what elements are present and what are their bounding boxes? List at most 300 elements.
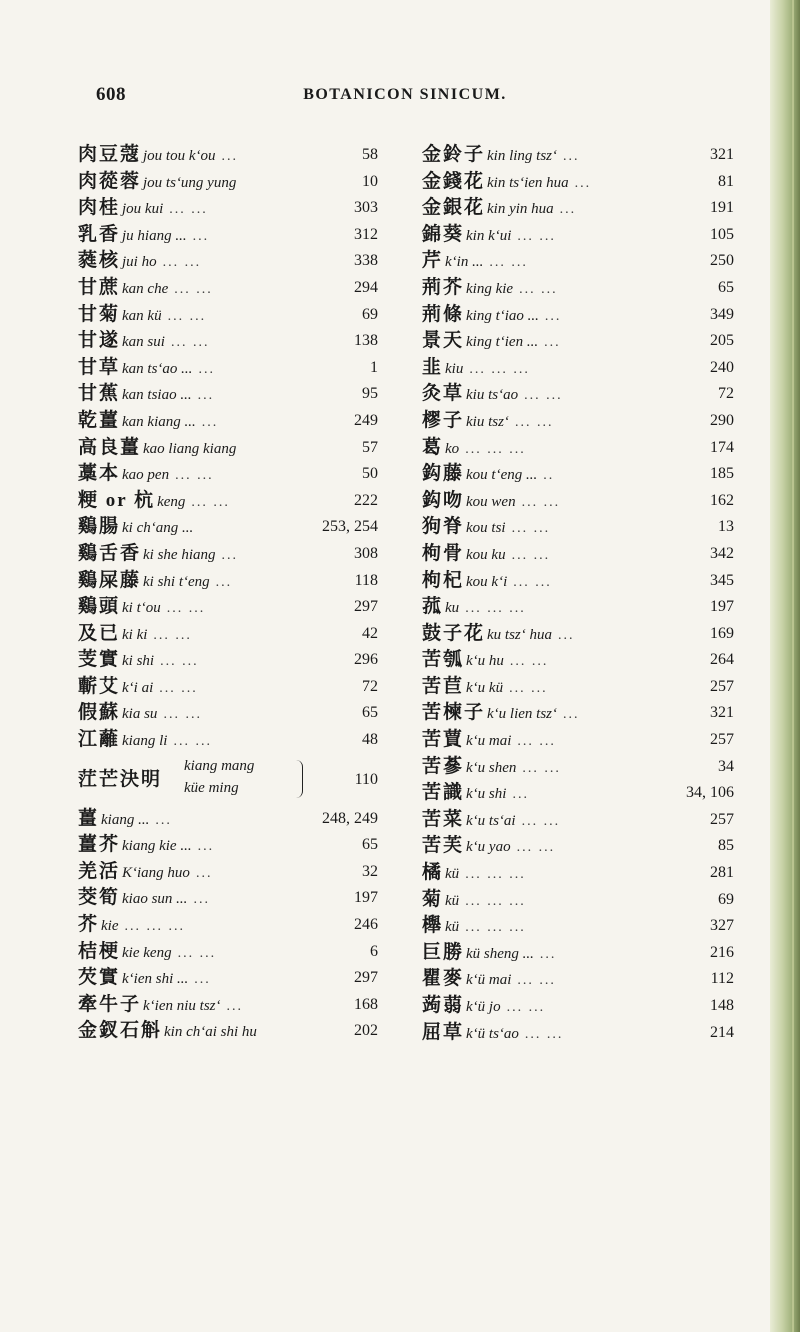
index-entry: [422, 248, 734, 275]
entry-characters: 芡實: [78, 967, 121, 989]
entry-characters: 錦葵: [422, 223, 465, 245]
entry-romanization: küe ming: [184, 779, 239, 796]
index-entry: [422, 302, 734, 329]
entry-romanization: kao liang kiang: [143, 440, 237, 457]
entry-romanization: keng: [157, 493, 186, 510]
entry-romanization: ko: [445, 440, 460, 457]
index-entry: [422, 169, 734, 196]
index-entry: [78, 408, 378, 435]
index-entry: [422, 887, 734, 914]
entry-characters: 羌活: [78, 860, 121, 882]
entry-page-ref: 250: [710, 252, 734, 270]
entry-page-ref: 110: [354, 770, 378, 788]
entry-characters: 苦蕒: [422, 729, 465, 751]
entry-romanization: kan tsiao ...: [122, 387, 192, 404]
leader-dots: ... ...: [177, 945, 217, 961]
entry-characters: 鈎藤: [422, 463, 465, 485]
page-header: [0, 84, 770, 110]
entry-romanization: kao pen: [122, 467, 170, 484]
index-entry: [78, 222, 378, 249]
entry-page-ref: 214: [710, 1023, 734, 1041]
page-edge-binding: [770, 0, 800, 1332]
leader-dots: ...: [559, 202, 577, 218]
entry-characters: 鈎吻: [422, 489, 465, 511]
entry-characters: 甘蕉: [78, 383, 121, 405]
entry-romanization: kan sui: [122, 334, 165, 351]
index-entry: [422, 488, 734, 515]
index-entry: [78, 488, 378, 515]
entry-page-ref: 321: [710, 704, 734, 722]
index-entry: [422, 727, 734, 754]
entry-romanization: king t‘iao ...: [466, 307, 539, 324]
entry-romanization: ki she hiang: [143, 546, 216, 563]
leader-dots: ... ...: [524, 1026, 564, 1042]
entry-characters: 藁本: [78, 463, 121, 485]
entry-page-ref: 202: [354, 1022, 378, 1040]
index-entry: [422, 993, 734, 1020]
entry-characters: 鷄舌香: [78, 542, 142, 564]
entry-characters: 苦識: [422, 782, 465, 804]
entry-page-ref: 42: [362, 624, 378, 642]
entry-romanization: kü: [445, 892, 460, 909]
entry-characters: 菊: [422, 888, 444, 910]
index-entry: [422, 568, 734, 595]
leader-dots: ... ... ...: [124, 919, 185, 935]
leader-dots: ...: [195, 865, 213, 881]
entry-page-ref: 327: [710, 917, 734, 935]
entry-page-ref: 6: [370, 942, 378, 960]
leader-dots: ... ...: [517, 973, 556, 989]
entry-romanization: kou k‘i: [466, 573, 508, 590]
index-entry: [422, 222, 734, 249]
entry-characters: 江蘺: [78, 729, 121, 751]
entry-page-ref: 57: [362, 438, 378, 456]
index-entry: [78, 912, 378, 939]
entry-romanization: ki shi t‘eng: [143, 573, 210, 590]
leader-dots: ... ...: [517, 228, 556, 244]
entry-characters: 甘草: [78, 356, 121, 378]
entry-characters: 芹: [422, 250, 444, 272]
entry-characters: 枸骨: [422, 542, 465, 564]
leader-dots: ... ...: [522, 760, 561, 776]
entry-characters: 苦楝子: [422, 702, 486, 724]
index-entry: [78, 594, 378, 621]
index-entry: [78, 939, 378, 966]
leader-dots: ...: [197, 388, 215, 404]
page-number: 608: [96, 84, 126, 105]
index-entry: [78, 514, 378, 541]
entry-romanization: k‘ü ts‘ao: [466, 1025, 519, 1042]
entry-page-ref: 197: [710, 598, 734, 616]
entry-characters: 苦瓠: [422, 649, 465, 671]
entry-characters: 鼓子花: [422, 622, 486, 644]
leader-dots: ... ...: [519, 281, 558, 297]
entry-page-ref: 191: [710, 199, 734, 217]
entry-characters: 屈草: [422, 1021, 465, 1043]
entry-page-ref: 290: [710, 411, 734, 429]
index-entry: [78, 965, 378, 992]
entry-characters: 苦蔘: [422, 755, 465, 777]
entry-characters: 金錢花: [422, 170, 486, 192]
entry-characters: 芥: [78, 914, 100, 936]
index-entry: [78, 754, 378, 806]
index-entry: [78, 674, 378, 701]
entry-romanization: kin ts‘ien hua: [487, 174, 569, 191]
entry-page-ref: 10: [362, 172, 378, 190]
entry-romanization: king t‘ien ...: [466, 334, 539, 351]
index-entry: [78, 806, 378, 833]
entry-characters: 荊芥: [422, 276, 465, 298]
entry-romanization: king kie: [466, 280, 514, 297]
index-entry: [422, 355, 734, 382]
index-entry: [422, 541, 734, 568]
leader-dots: ...: [201, 414, 219, 430]
entry-characters: 蒟蒻: [422, 995, 465, 1016]
entry-romanization: kiu tsz‘: [466, 413, 509, 430]
entry-characters: 茳芒決明: [78, 768, 163, 790]
entry-characters: 甘蔗: [78, 276, 121, 298]
entry-page-ref: 138: [354, 332, 378, 350]
index-entry: [422, 700, 734, 727]
entry-romanization: ku tsz‘ hua: [487, 626, 553, 643]
entry-page-ref: 216: [710, 943, 734, 961]
entry-page-ref: 69: [362, 305, 378, 323]
entry-romanization: kü: [445, 919, 460, 936]
entry-characters: 巨勝: [422, 941, 465, 963]
entry-romanization: k‘ü jo: [466, 999, 501, 1015]
entry-characters: 甘菊: [78, 303, 121, 325]
brace: [296, 760, 303, 798]
leader-dots: ... ...: [506, 1000, 546, 1015]
leader-dots: ... ...: [516, 840, 556, 856]
leader-dots: ... ...: [159, 680, 198, 696]
entry-page-ref: 65: [718, 278, 734, 296]
leader-dots: ... ...: [163, 707, 202, 723]
index-entry: [78, 541, 378, 568]
index-entry: [78, 461, 378, 488]
entry-characters: 假蘇: [78, 702, 121, 724]
index-entry: [78, 355, 378, 382]
index-entry: [422, 381, 734, 408]
leader-dots: ... ... ...: [465, 441, 526, 457]
leader-dots: ...: [221, 547, 239, 563]
entry-page-ref: 222: [354, 491, 378, 509]
entry-characters: 乳香: [78, 223, 121, 245]
entry-romanization: k‘ien niu tsz‘: [143, 997, 221, 1014]
entry-romanization: kin k‘ui: [466, 227, 512, 244]
leader-dots: ... ... ...: [465, 601, 526, 617]
entry-characters: 苦菜: [422, 808, 465, 830]
entry-romanization: kin ch‘ai shi hu: [164, 1024, 257, 1041]
entry-romanization: kou wen: [466, 493, 516, 510]
index-entry: [78, 275, 378, 302]
entry-page-ref: 321: [710, 146, 734, 163]
leader-dots: ...: [544, 308, 562, 324]
entry-characters: 荊條: [422, 303, 465, 325]
index-entry: [422, 621, 734, 648]
entry-characters: 櫸: [422, 915, 444, 937]
index-entry: [422, 514, 734, 541]
index-entry: [422, 647, 734, 674]
entry-romanization: kü: [445, 866, 460, 883]
index-entry: [78, 992, 378, 1019]
entry-page-ref: 168: [354, 995, 378, 1013]
index-entry: [422, 860, 734, 887]
leader-dots: ... ...: [167, 308, 207, 324]
entry-characters: 韭: [422, 356, 444, 378]
entry-page-ref: 281: [710, 864, 734, 882]
entry-characters: 高良薑: [78, 436, 142, 458]
entry-characters: 茭筍: [78, 887, 121, 909]
leader-dots: ... ...: [524, 388, 563, 404]
index-entry: [78, 832, 378, 859]
entry-page-ref: 205: [710, 332, 734, 350]
entry-characters: 肉蓯蓉: [78, 170, 142, 192]
leader-dots: ... ...: [509, 654, 549, 670]
entry-page-ref: 249: [354, 411, 378, 429]
entry-characters: 肉桂: [78, 197, 121, 219]
entry-characters: 薑: [78, 807, 100, 829]
leader-dots: ... ... ...: [469, 361, 530, 377]
index-entry: [422, 195, 734, 222]
index-entry: [78, 1018, 378, 1045]
entry-romanization: kiu: [445, 360, 464, 377]
entry-page-ref: 342: [710, 544, 734, 562]
entry-page-ref: 296: [354, 651, 378, 669]
entry-characters: 鷄腸: [78, 516, 121, 538]
index-entry: [422, 461, 734, 488]
index-entry: [78, 700, 378, 727]
leader-dots: ... ...: [174, 281, 213, 297]
entry-romanization: jou kui: [122, 201, 164, 218]
entry-page-ref: 308: [354, 544, 378, 562]
leader-dots: ...: [558, 627, 575, 643]
entry-romanization: k‘u shen: [466, 759, 517, 776]
entry-characters: 菰: [422, 596, 444, 618]
entry-characters: 蘄艾: [78, 675, 121, 697]
entry-romanization: kou ku: [466, 546, 506, 563]
entry-page-ref: 105: [710, 225, 734, 243]
leader-dots: ... ...: [166, 601, 206, 617]
entry-romanization: jui ho: [122, 254, 157, 271]
index-entry: [422, 966, 734, 993]
leader-dots: ...: [192, 228, 210, 244]
entry-page-ref: 72: [362, 677, 378, 695]
entry-romanization: kiang li: [122, 733, 168, 750]
leader-dots: ... ... ...: [465, 867, 526, 883]
entry-characters: 樛子: [422, 409, 465, 431]
entry-romanization: kie keng: [122, 944, 172, 961]
index-entry: [422, 913, 734, 940]
index-entry: [78, 169, 378, 196]
index-entry: [78, 727, 378, 754]
entry-page-ref: 65: [362, 836, 378, 854]
entry-romanization: kiao sun ...: [122, 891, 188, 908]
index-entry: [422, 142, 734, 169]
entry-romanization: ki ki: [122, 626, 148, 643]
entry-romanization: ju hiang ...: [122, 227, 187, 244]
entry-romanization: kan kü: [122, 307, 162, 324]
leader-dots: ... ...: [173, 734, 212, 750]
leader-dots: ... ...: [489, 255, 528, 271]
entry-romanization: kiu ts‘ao: [466, 387, 519, 404]
index-entry: [422, 780, 734, 807]
entry-page-ref: 257: [710, 731, 734, 749]
entry-romanization: k‘u yao: [466, 839, 511, 856]
index-column-right: [422, 142, 734, 1046]
leader-dots: ... ...: [513, 574, 552, 590]
index-entry: [422, 833, 734, 860]
leader-dots: ... ... ...: [465, 893, 526, 909]
index-entry: [78, 621, 378, 648]
leader-dots: ...: [539, 946, 557, 962]
entry-page-ref: 50: [362, 465, 378, 483]
leader-dots: ... ...: [521, 813, 561, 829]
entry-page-ref: 69: [718, 890, 734, 908]
entry-characters: 鷄頭: [78, 596, 121, 618]
entry-page-ref: 257: [710, 677, 734, 695]
entry-romanization: ku: [445, 600, 460, 617]
leader-dots: ...: [563, 707, 580, 723]
leader-dots: ...: [563, 149, 580, 164]
index-entry: [78, 195, 378, 222]
entry-characters: 苦苣: [422, 675, 465, 697]
entry-characters: 金釵石斛: [78, 1020, 163, 1042]
leader-dots: ...: [544, 335, 561, 351]
leader-dots: ... ...: [153, 627, 192, 643]
leader-dots: ...: [215, 574, 233, 590]
leader-dots: ... ...: [160, 654, 199, 670]
entry-characters: 枸杞: [422, 569, 465, 591]
entry-romanization: kan ts‘ao ...: [122, 360, 193, 377]
leader-dots: ... ... ...: [465, 920, 526, 936]
entry-page-ref: 349: [710, 305, 734, 323]
entry-romanization: kiang kie ...: [122, 838, 192, 855]
entry-romanization: ki t‘ou: [122, 600, 161, 617]
entry-characters: 乾薑: [78, 409, 121, 431]
index-entry: [78, 381, 378, 408]
leader-dots: ...: [155, 812, 172, 828]
entry-characters: 苦芙: [422, 835, 465, 857]
entry-page-ref: 148: [710, 997, 734, 1014]
leader-dots: ...: [574, 175, 592, 191]
entry-characters: 狗脊: [422, 516, 465, 538]
entry-characters: 粳 or 杭: [78, 489, 156, 511]
entry-characters: 牽牛子: [78, 993, 142, 1015]
index-entry: [78, 302, 378, 329]
index-entry: [422, 807, 734, 834]
entry-page-ref: 338: [354, 252, 378, 270]
entry-page-ref: 1: [370, 358, 378, 376]
entry-characters: 橘: [422, 862, 444, 884]
leader-dots: ... ...: [514, 414, 554, 430]
entry-characters: 桔梗: [78, 940, 121, 962]
entry-page-ref: 65: [362, 704, 378, 722]
entry-romanization: jou ts‘ung yung: [143, 174, 237, 191]
entry-page-ref: 345: [710, 571, 734, 589]
entry-romanization: kin yin hua: [487, 201, 554, 218]
entry-page-ref: 95: [362, 385, 378, 403]
leader-dots: ... ...: [175, 468, 214, 484]
leader-dots: ...: [198, 361, 215, 377]
index-entry: [78, 248, 378, 275]
leader-dots: ... ...: [191, 494, 230, 510]
entry-romanization: kia su: [122, 706, 158, 723]
entry-page-ref: 303: [354, 199, 378, 217]
index-entry: [78, 568, 378, 595]
entry-romanization: kin ling tsz‘: [487, 148, 558, 164]
index-entry: [78, 859, 378, 886]
index-entry: [422, 328, 734, 355]
entry-page-ref: 58: [362, 146, 378, 163]
entry-characters: 及已: [78, 622, 121, 644]
entry-romanization: k‘u ts‘ai: [466, 812, 516, 829]
entry-characters: 蕤核: [78, 250, 121, 272]
entry-characters: 薑芥: [78, 834, 121, 856]
entry-characters: 肉豆蔻: [78, 144, 142, 165]
leader-dots: ... ...: [517, 734, 556, 750]
entry-page-ref: 85: [718, 837, 734, 855]
entry-characters: 灸草: [422, 383, 465, 405]
entry-page-ref: 257: [710, 810, 734, 828]
leader-dots: ... ...: [509, 680, 548, 696]
entry-page-ref: 169: [710, 624, 734, 642]
entry-romanization: k‘u lien tsz‘: [487, 706, 557, 723]
entry-romanization: k‘i ai: [122, 679, 154, 696]
leader-dots: ... ...: [521, 494, 561, 510]
entry-characters: 鷄屎藤: [78, 569, 142, 591]
entry-romanization: k‘u mai: [466, 733, 512, 750]
entry-romanization: k‘in ...: [445, 254, 484, 271]
index-entry: [422, 408, 734, 435]
entry-page-ref: 112: [710, 970, 734, 988]
entry-romanization: k‘u hu: [466, 653, 504, 670]
entry-characters: 甘遂: [78, 330, 121, 352]
leader-dots: ..: [543, 468, 555, 484]
entry-romanization: ki shi: [122, 653, 155, 670]
entry-page-ref: 294: [354, 278, 378, 296]
entry-romanization: k‘ü mai: [466, 972, 512, 989]
entry-characters: 芰實: [78, 649, 121, 671]
index-entry: [422, 674, 734, 701]
entry-characters: 金鈴子: [422, 144, 486, 165]
entry-romanization: k‘u shi: [466, 786, 507, 803]
entry-romanization: ki ch‘ang ...: [122, 520, 194, 537]
leader-dots: ... ...: [169, 202, 208, 218]
index-entry: [78, 647, 378, 674]
index-entry: [78, 142, 378, 169]
index-column-left: [78, 142, 378, 1045]
entry-romanization: k‘ien shi ...: [122, 971, 189, 988]
leader-dots: ...: [194, 972, 211, 988]
entry-page-ref: 32: [362, 862, 378, 880]
index-entry: [422, 275, 734, 302]
leader-dots: ...: [512, 787, 529, 803]
index-entry: [422, 754, 734, 781]
leader-dots: ... ...: [170, 335, 210, 351]
index-entry: [78, 885, 378, 912]
entry-romanization: K‘iang huo: [122, 864, 190, 881]
entry-page-ref: 118: [354, 571, 378, 589]
entry-romanization: jou tou k‘ou: [143, 148, 216, 164]
index-entry: [422, 1020, 734, 1047]
entry-characters: 葛: [422, 436, 444, 458]
index-entry: [422, 594, 734, 621]
entry-page-ref: 81: [718, 172, 734, 190]
index-entry: [422, 940, 734, 967]
entry-page-ref: 34, 106: [686, 784, 734, 802]
entry-page-ref: 197: [354, 889, 378, 907]
